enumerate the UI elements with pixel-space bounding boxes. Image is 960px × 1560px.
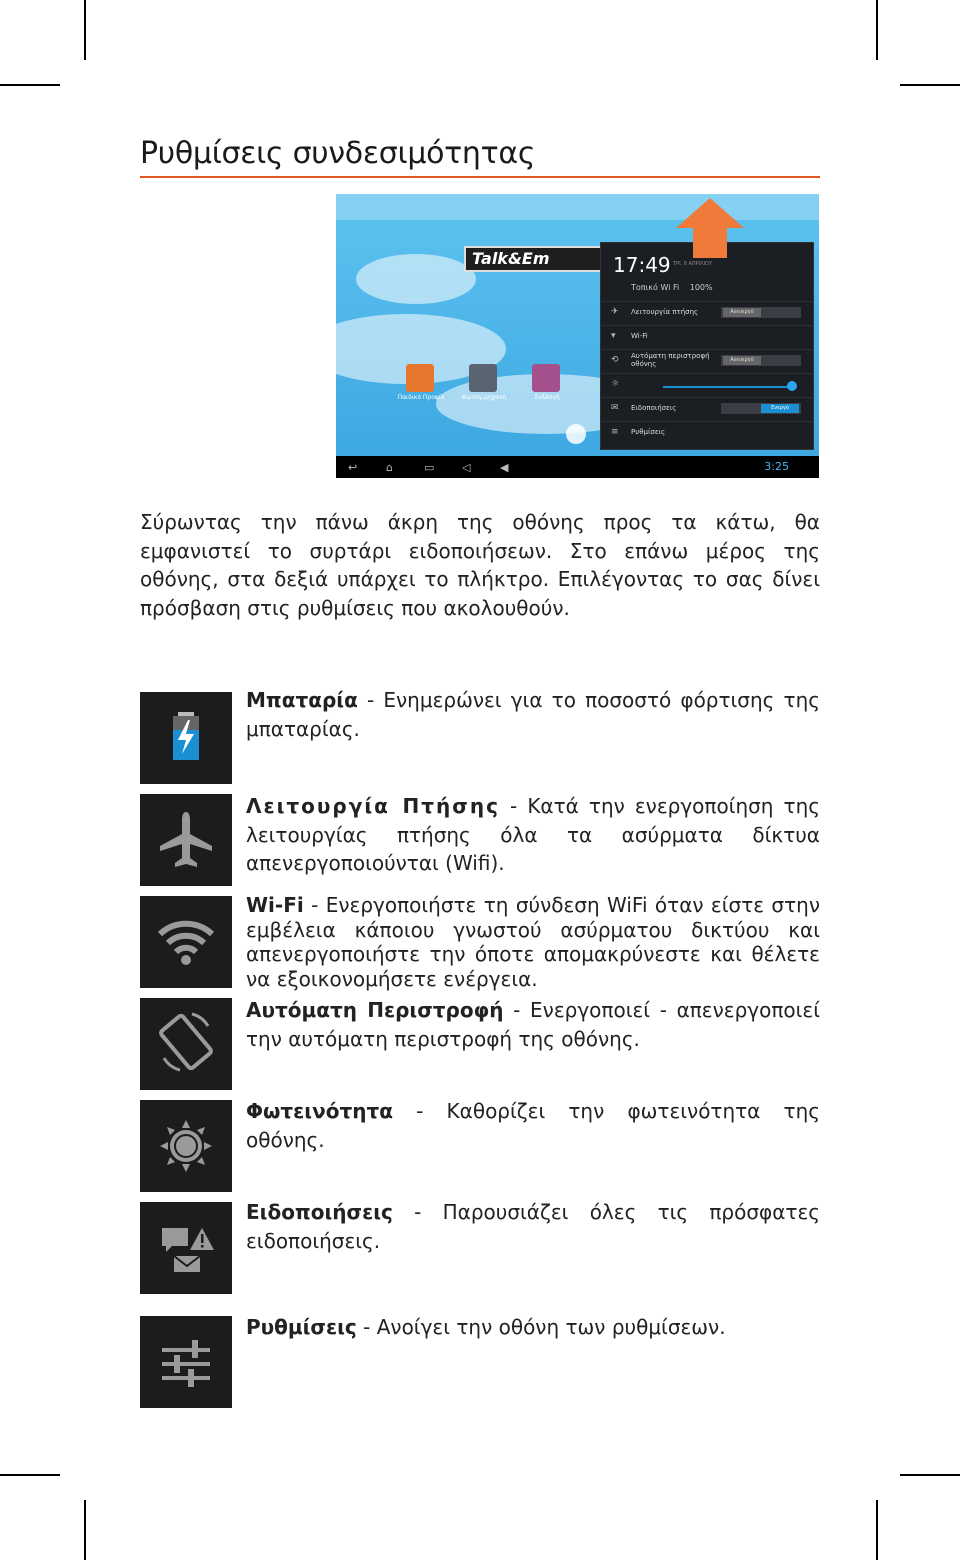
brightness-icon — [140, 1100, 232, 1192]
feature-airplane — [246, 792, 820, 878]
feature-sep: - — [503, 998, 531, 1022]
airplane-icon — [140, 794, 232, 886]
settings-icon: ≡ — [611, 427, 619, 437]
feature-title: Ρυθμίσεις — [246, 1315, 357, 1339]
rotate-icon: ⟲ — [611, 355, 619, 365]
tablet-screenshot — [336, 194, 819, 478]
home-icon[interactable]: ⌂ — [386, 461, 393, 474]
panel-row-rotate[interactable] — [601, 349, 813, 372]
feature-notifications — [246, 1198, 820, 1255]
feature-text: Ενημερώνει για το ποσοστό φόρτισης της μπαταρίας. — [246, 688, 821, 741]
feature-wifi — [246, 893, 820, 991]
feature-battery — [246, 686, 820, 743]
crop-mark — [0, 84, 60, 86]
volume-up-icon[interactable]: ◀ — [500, 461, 509, 474]
panel-row-airplane[interactable] — [601, 301, 813, 324]
notifications-toggle[interactable] — [721, 403, 801, 414]
app-gallery-icon[interactable] — [532, 364, 560, 392]
crop-mark — [876, 1500, 878, 1560]
swipe-up-arrow-icon — [676, 198, 744, 228]
brand-logo-text: Talk&Em — [472, 249, 550, 268]
feature-sep: - — [357, 688, 384, 712]
app-kids-profile-icon[interactable] — [406, 364, 434, 392]
panel-row-label: Ειδοποιήσεις — [631, 404, 677, 412]
toggle-state: Ανενεργό — [723, 308, 761, 317]
panel-row-brightness[interactable] — [601, 373, 813, 396]
app-label: Φωτογ.μηχανή — [461, 394, 507, 401]
feature-text: Παρουσιάζει όλες τις πρόσφατες ειδοποιήσεις. — [246, 1200, 820, 1253]
panel-date: ΤΡΙ, 8 ΑΠΡΙΛΙΟΥ — [673, 261, 713, 267]
panel-row-label: Αυτόματη περιστροφή οθόνης — [631, 352, 710, 368]
brightness-slider[interactable] — [663, 386, 793, 388]
navigation-bar — [336, 456, 819, 478]
crop-mark — [900, 1474, 960, 1476]
feature-rotate — [246, 996, 820, 1053]
crop-mark — [900, 84, 960, 86]
panel-row-label: Ρυθμίσεις — [631, 428, 666, 436]
feature-text: Ενεργοποιήστε τη σύνδεση WiFi όταν είστε στην εμβέλεια κάποιου γνωστού ασύρματου δικτύου και απενεργοποιήστε την όποτε απομακρύνεστε και θέλετε να εξοικονομήσετε ενέργεια. — [246, 893, 820, 991]
brightness-icon: ☼ — [611, 379, 620, 389]
feature-text: Καθορίζει την φωτεινότητα της οθόνης. — [246, 1099, 820, 1152]
app-label: Συλλογή — [534, 394, 560, 401]
feature-brightness — [246, 1097, 820, 1154]
feature-sep: - — [392, 1099, 447, 1123]
notifications-icon — [140, 1202, 232, 1294]
feature-sep: - — [392, 1200, 443, 1224]
feature-text: Ενεργοποιεί - απενεργοποιεί την αυτόματη περιστροφή της οθόνης. — [246, 998, 820, 1051]
battery-icon — [140, 692, 232, 784]
panel-row-label: Wi-Fi — [631, 332, 648, 340]
rotate-toggle[interactable] — [721, 355, 801, 366]
cloud — [356, 254, 476, 304]
back-icon[interactable]: ↩ — [348, 461, 358, 474]
settings-icon — [140, 1316, 232, 1408]
crop-mark — [0, 1474, 60, 1476]
crop-mark — [876, 0, 878, 60]
feature-title: Μπαταρία — [246, 688, 358, 712]
swipe-up-arrow-stem — [693, 228, 727, 258]
airplane-icon: ✈ — [611, 307, 619, 317]
app-label: Παιδικό Προφίλ — [397, 394, 445, 401]
panel-row-label: Λειτουργία πτήσης — [631, 308, 699, 316]
title-rule — [140, 176, 820, 178]
crop-mark — [84, 0, 86, 60]
rotate-icon — [140, 998, 232, 1090]
intro-paragraph: Σύρωντας την πάνω άκρη της οθόνης προς τα κάτω, θα εμφανιστεί το συρτάρι ειδοποιήσεων. Στο επάνω μέρος της οθόνης, στα δεξιά υπάρχει το πλήκτρο. Επιλέγοντας το σας δίνει πρόσβαση στις ρυθμίσεις που ακολουθούν. — [140, 510, 820, 620]
battery-level: 100% — [689, 283, 713, 292]
airplane-toggle[interactable] — [721, 307, 801, 318]
panel-row-wifi[interactable] — [601, 325, 813, 348]
notifications-icon: ✉ — [611, 403, 619, 413]
feature-title: Wi-Fi — [246, 893, 304, 917]
volume-down-icon[interactable]: ◁ — [462, 461, 471, 474]
notification-panel — [600, 242, 814, 450]
wifi-icon: ▾ — [611, 331, 616, 341]
feature-title: Λειτουργία Πτήσης — [246, 794, 500, 818]
feature-text: Ανοίγει την οθόνη των ρυθμίσεων. — [376, 1315, 726, 1339]
brightness-slider-knob[interactable] — [787, 381, 797, 391]
feature-sep: - — [499, 794, 528, 818]
feature-title: Αυτόματη Περιστροφή — [246, 998, 504, 1022]
feature-title: Ειδοποιήσεις — [246, 1200, 393, 1224]
app-camera-icon[interactable] — [469, 364, 497, 392]
nav-clock: 3:25 — [764, 460, 789, 473]
feature-text: Κατά την ενεργοποίηση της λειτουργίας πτήσης όλα τα ασύρματα δίκτυα απενεργοποιούνται (Wifi). — [246, 794, 820, 875]
wifi-icon — [140, 896, 232, 988]
panel-clock: 17:49 — [613, 253, 671, 277]
toggle-state: Ενεργό — [761, 404, 799, 413]
panel-row-notifications[interactable] — [601, 397, 813, 420]
wifi-status-label: Τοπικό Wi Fi — [631, 283, 680, 292]
page-title: Ρυθμίσεις συνδεσιμότητας — [140, 136, 536, 171]
feature-title: Φωτεινότητα — [246, 1099, 393, 1123]
status-strip — [336, 194, 819, 220]
toggle-state: Ανενεργό — [723, 356, 761, 365]
crop-mark — [84, 1500, 86, 1560]
all-apps-icon[interactable] — [566, 424, 586, 444]
feature-settings — [246, 1313, 820, 1342]
panel-wifi-status — [631, 283, 713, 292]
feature-sep: - — [303, 893, 326, 917]
panel-row-settings[interactable] — [601, 421, 813, 444]
brand-logo — [464, 246, 608, 272]
recent-apps-icon[interactable]: ▭ — [424, 461, 435, 474]
feature-sep: - — [356, 1315, 377, 1339]
